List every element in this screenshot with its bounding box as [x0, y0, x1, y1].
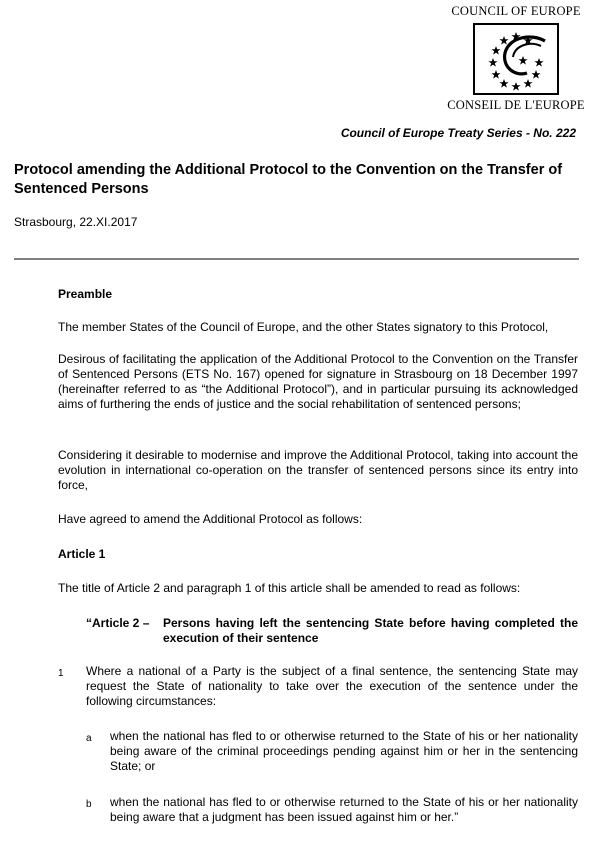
logo-emblem-box — [473, 23, 559, 95]
preamble-paragraph-1: The member States of the Council of Europe, and the other States signatory to this Protocol, — [58, 320, 549, 334]
preamble-paragraph-4: Have agreed to amend the Additional Protocol as follows: — [58, 512, 363, 526]
preamble-paragraph-3: Considering it desirable to modernise and improve the Additional Protocol, taking into account the evolution in international co-operation on the transfer of sentenced persons since its entry into force, — [58, 448, 578, 492]
paragraph-1-text: Where a national of a Party is the subject of a final sentence, the sentencing State may request the State of nationality to take over the execution of the sentence under the following circumstances: — [86, 664, 578, 708]
council-of-europe-logo — [446, 0, 586, 118]
paragraph-number: 1 — [58, 668, 64, 679]
item-b-label: b — [86, 799, 92, 810]
quoted-article-label: “Article 2 – — [86, 616, 150, 630]
divider — [14, 258, 579, 260]
stars-circle-icon — [475, 25, 557, 93]
item-b-text: when the national has fled to or otherwise returned to the State of his or her nationality being aware that a judgment has been issued against him or her.” — [110, 795, 578, 824]
article-1-heading: Article 1 — [58, 547, 106, 561]
treaty-series: Council of Europe Treaty Series - No. 222 — [340, 126, 576, 140]
item-a-label: a — [86, 733, 92, 744]
logo-top-text: COUNCIL OF EUROPE — [451, 4, 581, 18]
item-a-text: when the national has fled to or otherwise returned to the State of his or her nationality being aware of the criminal proceedings pending against him or her in the sentencing State; or — [110, 729, 578, 773]
preamble-paragraph-2: Desirous of facilitating the application of the Additional Protocol to the Convention on the Transfer of Sentenced Persons (ETS No. 167) opened for signature in Strasbourg on 18 December 1997 (hereinafter referred to as “the Additional Protocol”), and in particular pursuing its acknowledged aims of furthering the ends of justice and the social rehabilitation of sentenced persons; — [58, 352, 578, 411]
article-1-intro: The title of Article 2 and paragraph 1 of this article shall be amended to read as follows: — [58, 581, 521, 595]
document-title: Protocol amending the Additional Protocol to the Convention on the Transfer of Sentenced Persons — [14, 162, 563, 197]
place-date: Strasbourg, 22.XI.2017 — [14, 215, 138, 229]
logo-bottom-text: CONSEIL DE L'EUROPE — [447, 98, 585, 112]
quoted-article-title: Persons having left the sentencing State before having completed the execution of their sentence — [163, 616, 578, 645]
preamble-heading: Preamble — [58, 287, 113, 301]
